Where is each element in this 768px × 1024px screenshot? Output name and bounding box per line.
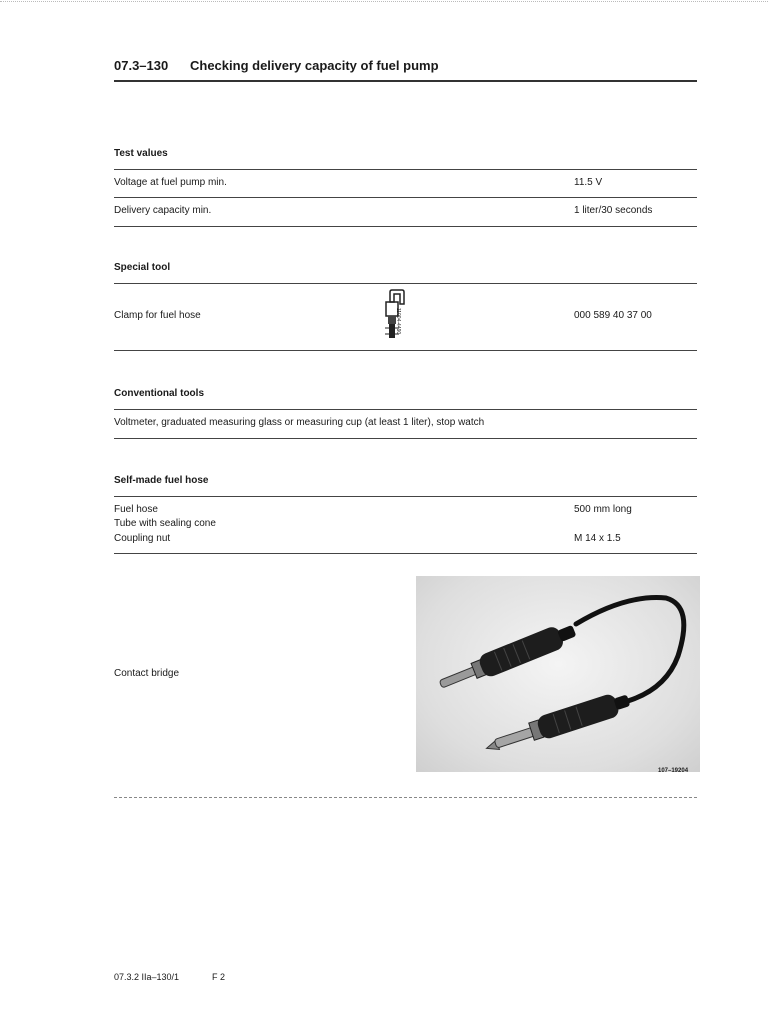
table-rule bbox=[114, 496, 697, 497]
contact-bridge-drawing bbox=[416, 576, 700, 772]
hose-item-label: Fuel hose bbox=[114, 504, 158, 515]
hose-item-label: Coupling nut bbox=[114, 533, 171, 544]
hose-item-label: Tube with sealing cone bbox=[114, 518, 216, 529]
table-rule bbox=[114, 350, 697, 351]
test-values-heading: Test values bbox=[114, 148, 168, 159]
tool-image-code: 11004-4490 bbox=[395, 307, 402, 335]
footer-page: F 2 bbox=[212, 972, 226, 982]
section-number: 07.3–130 bbox=[114, 58, 169, 73]
test-value-value: 11.5 V bbox=[574, 177, 603, 188]
figure-number: 107–19204 bbox=[658, 768, 689, 774]
test-value-label: Delivery capacity min. bbox=[114, 205, 212, 216]
table-rule bbox=[114, 409, 697, 410]
test-value-value: 1 liter/30 seconds bbox=[574, 205, 653, 216]
self-made-hose-heading: Self-made fuel hose bbox=[114, 475, 209, 486]
table-rule bbox=[114, 797, 697, 798]
special-tool-part-number: 000 589 40 37 00 bbox=[574, 310, 652, 321]
special-tool-label: Clamp for fuel hose bbox=[114, 310, 201, 321]
special-tool-heading: Special tool bbox=[114, 262, 171, 273]
hose-item-value: M 14 x 1.5 bbox=[574, 533, 621, 544]
test-value-label: Voltage at fuel pump min. bbox=[114, 177, 227, 188]
hose-item-value: 500 mm long bbox=[574, 504, 632, 515]
conventional-tools-text: Voltmeter, graduated measuring glass or measuring cup (at least 1 liter), stop watch bbox=[114, 417, 485, 428]
table-rule bbox=[114, 553, 697, 554]
contact-bridge-photo bbox=[416, 576, 700, 772]
table-rule bbox=[114, 283, 697, 284]
top-edge-rule bbox=[0, 1, 768, 2]
table-rule bbox=[114, 169, 697, 170]
table-rule bbox=[114, 226, 697, 227]
page-title: Checking delivery capacity of fuel pump bbox=[190, 58, 439, 73]
table-rule bbox=[114, 438, 697, 439]
header-rule bbox=[114, 80, 697, 82]
conventional-tools-heading: Conventional tools bbox=[114, 388, 204, 399]
footer-doc-code: 07.3.2 IIa–130/1 bbox=[114, 972, 180, 982]
contact-bridge-label: Contact bridge bbox=[114, 668, 180, 679]
table-rule bbox=[114, 197, 697, 198]
